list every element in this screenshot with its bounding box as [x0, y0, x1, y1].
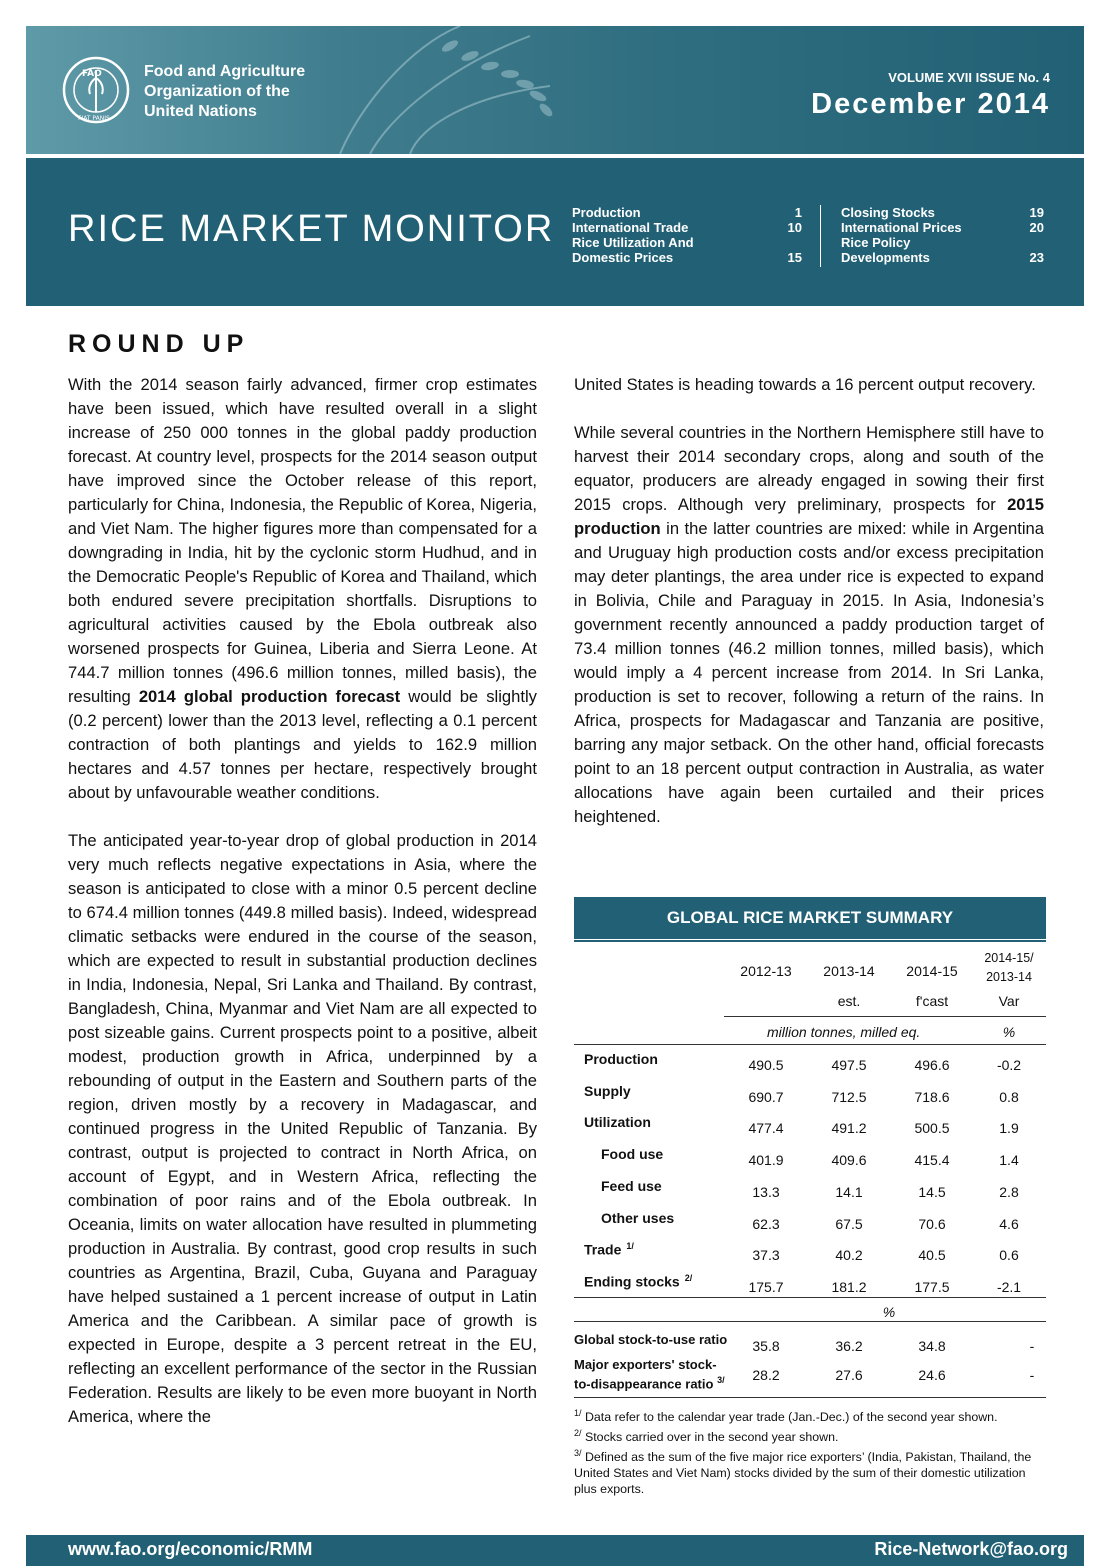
toc-label: Developments: [841, 250, 930, 265]
paragraph: The anticipated year-to-year drop of global production in 2014 very much reflects negative expectations in Asia, where the season is anticipated to close with a minor 0.5 percent decline to 674.4 million tonnes (449.8 milled basis). Indeed, widespread climatic setbacks were endured in the course of the season, which are expected to result in substantial production declines in India, Indonesia, Nepal, Sri Lanka and Thailand. By contrast, Bangladesh, China, Myanmar and Viet Nam are all expected to post sizeable gains. Current prospects point to a positive, albeit modest, production growth in Africa, underpinned by a rebounding of output in the Eastern and Southern parts of the region, driven mostly by a recovery in Madagascar, and continued progress in the United Republic of Tanzania. By contrast, output is projected to contract in North Africa, on account of Egypt, and in Western Africa, reflecting the combination of poor rains and of the Ebola outbreak. In Oceania, limits on water allocation have resulted in plummeting production in Australia. By contrast, good crop results in such countries as Argentina, Brazil, Cuba, Guyana and Paraguay have helped sustained a 1 percent increase of output in Latin America and the Caribbean. A similar pace of growth is expected in Europe, despite a 3 percent retreat in the EU, reflecting an excellent performance of the sector in the Russian Federation. Results are likely to be even more buoyant in North America, where the: [68, 831, 537, 1426]
text-run: in the latter countries are mixed: while in Argentina and Uruguay high production costs and/or excess precipitation may deter plantings, the area under rice is expected to expand in Bolivia, Chile and Paraguay in 2015. In Asia, Indonesia’s government recently announced a paddy production target of 73.4 million tonnes (46.2 million tonnes, milled basis), which would imply a 4 percent increase from 2014. In Sri Lanka, production is set to recover, following a return of the rains. In Africa, prospects for Madagascar and Tanzania are positive, barring any major setback. On the other hand, official forecasts point to an 18 percent output contraction in Australia, as water allocations have again been curtailed and their prices heightened.: [574, 519, 1044, 826]
table-cell: 718.6: [914, 1088, 950, 1105]
col-sub-label: Var: [998, 993, 1020, 1009]
pct-label: %: [882, 1304, 896, 1320]
toc-page: [1016, 235, 1044, 250]
table-cell: 37.3: [752, 1247, 780, 1264]
table-cell: 40.5: [918, 1247, 946, 1264]
ratio-value: -: [1029, 1338, 1035, 1354]
table-cell: 14.5: [918, 1183, 946, 1200]
rice-plant-illustration: [300, 26, 560, 154]
footnote-text: Stocks carried over in the second year shown.: [584, 1430, 839, 1445]
footnote-mark: 3/: [574, 1448, 582, 1459]
text-run: While several countries in the Northern Hemisphere still have to harvest their 2014 secondary crops, along and south of the equator, producers are already engaged in sowing their first 2015 crops. Although very preliminary, prospects for: [574, 423, 1044, 514]
text-run: would be slightly (0.2 percent) lower than the 2013 level, reflecting a 0.1 percent contraction of both plantings and yields to 162.9 million hectares and 4.57 tonnes per hectare, respectively brought about by unfavourable weather conditions.: [68, 687, 537, 802]
paragraph: [574, 421, 1044, 829]
toc-item[interactable]: [572, 205, 802, 220]
row-label-text: Food use: [601, 1146, 664, 1163]
table-rule: [574, 1297, 1046, 1298]
fao-logo-icon: [62, 56, 130, 124]
table-rule: [574, 1044, 1046, 1045]
table-rule: [574, 1321, 1046, 1322]
ratio-label: Major exporters' stock-: [574, 1357, 717, 1372]
table-cell: 0.8: [999, 1088, 1019, 1105]
right-column: [574, 373, 1044, 829]
col-header-year: 2012-13: [740, 963, 792, 979]
ratio-value: 34.8: [918, 1338, 946, 1354]
toc-label: International Prices: [841, 220, 962, 235]
table-of-contents-right: [841, 205, 1044, 265]
ratio-value: 35.8: [752, 1338, 780, 1354]
row-label: [584, 1114, 651, 1130]
footnote: [574, 1405, 1046, 1425]
table-rule: [724, 1016, 1046, 1017]
table-cell: 490.5: [748, 1057, 784, 1073]
toc-item[interactable]: [841, 250, 1044, 265]
toc-item[interactable]: [572, 235, 802, 250]
footnote-ref: 3/: [717, 1375, 725, 1385]
toc-item[interactable]: [572, 250, 802, 265]
org-line: Organization of the: [144, 83, 290, 100]
section-heading: ROUND UP: [68, 330, 250, 358]
toc-page: 15: [787, 250, 802, 265]
bold-text: 2015 production: [574, 495, 1044, 538]
table-cell: 500.5: [914, 1120, 950, 1137]
paragraph: [68, 373, 537, 805]
issue-date: December 2014: [811, 88, 1050, 120]
row-label: [601, 1178, 662, 1194]
table-cell: 70.6: [918, 1215, 946, 1232]
footnote-ref: 2/: [684, 1272, 693, 1283]
organization-name: [144, 62, 305, 122]
table-cell: 13.3: [752, 1183, 780, 1200]
summary-title: GLOBAL RICE MARKET SUMMARY: [574, 897, 1046, 943]
table-cell: 62.3: [752, 1215, 780, 1232]
row-label: [601, 1210, 674, 1226]
left-column: [68, 373, 537, 1429]
table-rule: [574, 1397, 1046, 1398]
toc-item[interactable]: [572, 220, 802, 235]
table-cell: 4.6: [999, 1215, 1019, 1232]
row-label-text: Other uses: [601, 1209, 675, 1226]
volume-issue: VOLUME XVII ISSUE No. 4: [888, 70, 1050, 85]
toc-page: 19: [1029, 205, 1044, 220]
table-cell: 415.4: [914, 1152, 950, 1169]
logo-motto: FIAT PANIS: [78, 115, 110, 122]
table-cell: 1.9: [999, 1120, 1019, 1137]
footnote-text: Data refer to the calendar year trade (Jan.-Dec.) of the second year shown.: [584, 1410, 998, 1425]
table-cell: 175.7: [748, 1278, 784, 1295]
row-label: [584, 1273, 692, 1290]
toc-item[interactable]: [841, 205, 1044, 220]
table-cell: 690.7: [748, 1088, 784, 1105]
org-line: Food and Agriculture: [144, 63, 306, 80]
table-cell: 491.2: [831, 1120, 867, 1137]
table-cell: 497.5: [831, 1057, 867, 1073]
summary-grid: [574, 943, 1046, 1403]
toc-item[interactable]: [841, 220, 1044, 235]
toc-divider: [820, 205, 821, 267]
footnote-mark: 1/: [574, 1408, 582, 1418]
toc-page: 1: [794, 205, 802, 220]
table-cell: 1.4: [999, 1152, 1019, 1169]
table-cell: 477.4: [748, 1120, 784, 1137]
ratio-value: 28.2: [752, 1367, 780, 1383]
row-label-text: Supply: [584, 1082, 631, 1099]
table-cell: 40.2: [835, 1247, 863, 1264]
footnote: [574, 1425, 1046, 1445]
unit-pct: %: [1002, 1024, 1016, 1040]
col-header-var: 2013-14: [986, 970, 1032, 984]
footnote-text: Defined as the sum of the five major rice exporters’ (India, Pakistan, Thailand, the United States and Viet Nam) stocks divided by the sum of their domestic utilization plus exports.: [574, 1450, 1032, 1497]
footnotes: [574, 1405, 1046, 1497]
table-cell: -2.1: [996, 1278, 1022, 1295]
market-summary-table: [574, 897, 1046, 1403]
table-cell: 181.2: [831, 1278, 867, 1295]
website-link[interactable]: www.fao.org/economic/RMM: [68, 1539, 313, 1559]
table-cell: 712.5: [831, 1088, 867, 1105]
table-cell: 14.1: [835, 1183, 863, 1200]
toc-page: [777, 235, 802, 250]
ratio-value: 24.6: [918, 1367, 946, 1383]
row-label-text: Production: [584, 1051, 658, 1067]
table-cell: 0.6: [999, 1247, 1019, 1264]
footnote-mark: 2/: [574, 1428, 582, 1439]
row-label-text: Trade: [584, 1241, 622, 1258]
ratio-value: 27.6: [835, 1367, 863, 1383]
footnote-ref: 1/: [626, 1241, 634, 1252]
toc-page: 23: [1029, 250, 1044, 265]
footnote: [574, 1445, 1046, 1497]
table-cell: 177.5: [914, 1278, 950, 1295]
toc-page: 20: [1029, 220, 1044, 235]
table-cell: 401.9: [748, 1152, 784, 1169]
row-label: [601, 1146, 663, 1162]
table-cell: 67.5: [835, 1215, 863, 1232]
ratio-label: Global stock-to-use ratio: [574, 1332, 728, 1347]
logo-letters: FAO: [82, 69, 102, 79]
ratio-label: [574, 1375, 725, 1391]
table-of-contents-left: [572, 205, 802, 265]
row-label: [584, 1051, 658, 1067]
unit-label: million tonnes, milled eq.: [767, 1024, 921, 1040]
bold-text: 2014 global production forecast: [138, 687, 401, 706]
col-header-year: 2014-15: [906, 963, 958, 979]
toc-label: Domestic Prices: [572, 250, 674, 265]
col-header-year: 2013-14: [823, 963, 875, 979]
ratio-value: -: [1029, 1367, 1035, 1383]
toc-label: International Trade: [572, 220, 689, 235]
row-label-text: Feed use: [601, 1177, 662, 1194]
email-link[interactable]: Rice-Network@fao.org: [874, 1539, 1068, 1559]
ratio-value: 36.2: [835, 1338, 863, 1354]
masthead-title: RICE MARKET MONITOR: [68, 208, 555, 250]
toc-page: 10: [787, 220, 802, 235]
toc-label: Rice Policy: [841, 235, 911, 250]
table-cell: 496.6: [914, 1057, 950, 1073]
table-cell: 409.6: [831, 1152, 867, 1169]
toc-label: Production: [572, 205, 641, 220]
table-cell: -0.2: [996, 1057, 1022, 1073]
row-label: [584, 1241, 634, 1258]
org-line: United Nations: [144, 103, 257, 120]
row-label-text: Ending stocks: [584, 1273, 680, 1290]
col-sub-label: f'cast: [915, 993, 949, 1009]
ratio-label-text: to-disappearance ratio: [574, 1376, 714, 1392]
row-label-text: Utilization: [584, 1114, 651, 1131]
row-label: [584, 1083, 631, 1099]
toc-label: Rice Utilization And: [572, 235, 694, 250]
toc-item[interactable]: [841, 235, 1044, 250]
text-run: With the 2014 season fairly advanced, firmer crop estimates have been issued, which have resulted overall in a slight increase of 250 000 tonnes in the global paddy production forecast. At country level, prospects for the 2014 season output have improved since the October release of this report, particularly for China, Indonesia, the Republic of Korea, Nigeria, and Viet Nam. The higher figures more than compensated for a downgrading in India, hit by the cyclonic storm Hudhud, and in the Democratic People's Republic of Korea and Thailand, which both endured severe precipitation shortfalls. Disruptions to agricultural activities caused by the Ebola outbreak also worsened prospects for Guinea, Liberia and Sierra Leone. At 744.7 million tonnes (496.6 million tonnes, milled basis), the resulting: [68, 375, 537, 706]
col-sub-label: est.: [837, 993, 861, 1009]
table-cell: 2.8: [999, 1183, 1019, 1200]
col-header-var: 2014-15/: [984, 951, 1034, 965]
paragraph: United States is heading towards a 16 percent output recovery.: [574, 375, 1036, 394]
toc-label: Closing Stocks: [841, 205, 935, 220]
